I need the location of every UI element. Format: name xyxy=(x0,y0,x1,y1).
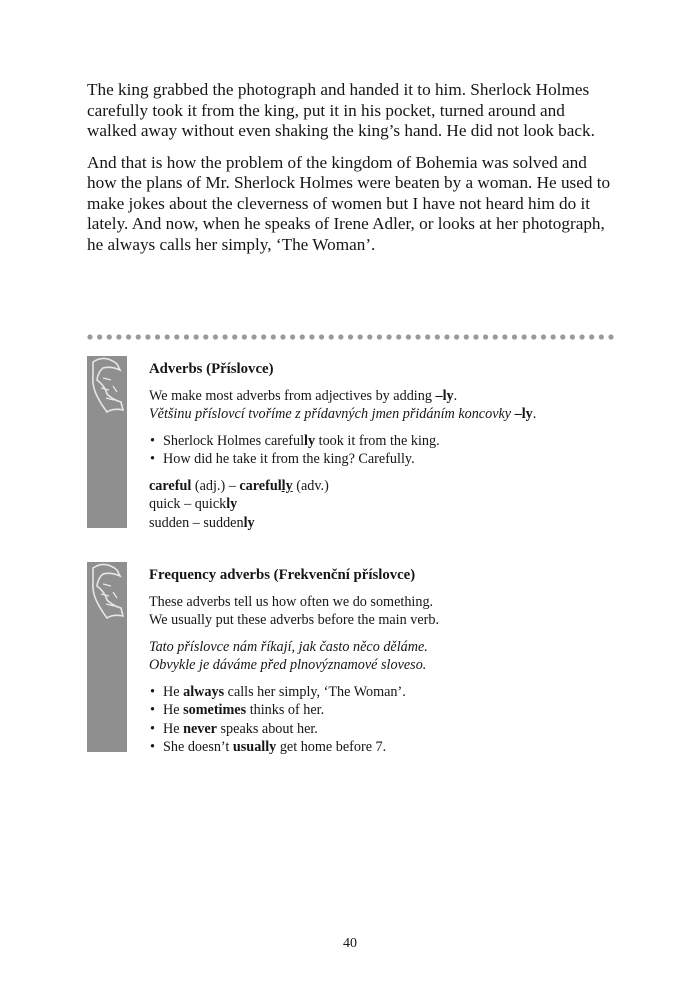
adverb-stem: careful xyxy=(239,477,282,494)
divider-dot xyxy=(396,334,401,339)
divider-dot xyxy=(608,334,613,339)
divider-dot xyxy=(415,334,420,339)
pair-suffix: ly xyxy=(226,496,238,512)
grammar-sidebar-bar xyxy=(87,562,127,752)
frequency-content xyxy=(149,562,609,757)
list-item xyxy=(149,432,609,451)
adverbs-rule-cz xyxy=(149,405,609,424)
example-text: She doesn’t xyxy=(163,739,233,755)
divider-dot xyxy=(174,334,179,339)
pair-base: quick – quick xyxy=(149,496,227,512)
divider-dot xyxy=(145,334,150,339)
frequency-cz-line-2: Obvykle je dáváme před plnovýznamové sloveso. xyxy=(149,657,427,673)
divider-dot xyxy=(589,334,594,339)
divider-dot xyxy=(232,334,237,339)
divider-dot xyxy=(386,334,391,339)
divider-dot xyxy=(222,334,227,339)
pair-suffix: ly xyxy=(243,514,255,531)
divider-dot xyxy=(599,334,604,339)
divider-dot xyxy=(251,334,256,339)
divider-dot xyxy=(271,334,276,339)
adjective: careful xyxy=(149,477,192,494)
divider-dot xyxy=(116,334,121,339)
divider-dot xyxy=(165,334,170,339)
frequency-examples xyxy=(149,683,609,757)
frequency-adverbs-box xyxy=(87,562,615,755)
example-text: calls her simply, ‘The Woman’. xyxy=(224,683,406,700)
list-item: • How did he take it from the king? Carefully. xyxy=(149,450,609,469)
list-item xyxy=(149,683,609,702)
example-text: He xyxy=(163,720,184,737)
example-text: Sherlock Holmes careful xyxy=(163,432,305,449)
divider-dot xyxy=(319,334,324,339)
divider-dot xyxy=(107,334,112,339)
page-number: 40 xyxy=(343,936,357,951)
example-bold: ly xyxy=(304,432,316,449)
list-item xyxy=(149,738,609,757)
story-text xyxy=(87,80,615,266)
divider-dot xyxy=(473,334,478,339)
divider-dot xyxy=(425,334,430,339)
divider-dot xyxy=(522,334,527,339)
divider-dot xyxy=(358,334,363,339)
divider-dot xyxy=(377,334,382,339)
list-item xyxy=(149,701,609,720)
sherlock-silhouette-icon xyxy=(87,562,127,632)
adverb-pair-quick xyxy=(149,495,609,514)
adv-tag: (adv.) xyxy=(292,477,329,494)
divider-dot xyxy=(203,334,208,339)
divider-dot xyxy=(512,334,517,339)
rule-text-cz: Většinu příslovcí tvoříme z přídavných jmen přidáním koncovky xyxy=(149,406,515,422)
divider-dot xyxy=(435,334,440,339)
divider-dot xyxy=(541,334,546,339)
divider-dot xyxy=(493,334,498,339)
divider-dot xyxy=(300,334,305,339)
frequency-cz-line-1: Tato příslovce nám říkají, jak často něco děláme. xyxy=(149,638,428,655)
divider-dot xyxy=(560,334,565,339)
example-text: speaks about her. xyxy=(216,720,318,737)
divider-dot xyxy=(329,334,334,339)
divider-dot xyxy=(213,334,218,339)
adj-tag: (adj.) – xyxy=(191,477,240,494)
adverbs-box xyxy=(87,356,615,531)
divider-dot xyxy=(136,334,141,339)
rule-suffix-cz: –ly xyxy=(514,406,533,422)
divider-dot xyxy=(454,334,459,339)
divider-dot xyxy=(579,334,584,339)
divider-dot xyxy=(194,334,199,339)
frequency-en-line-2: We usually put these adverbs before the main verb. xyxy=(149,612,439,628)
divider-dot xyxy=(464,334,469,339)
divider-dot xyxy=(309,334,314,339)
divider-dot xyxy=(551,334,556,339)
divider-dot xyxy=(502,334,507,339)
example-text: get home before 7. xyxy=(276,739,387,755)
divider-dot xyxy=(338,334,343,339)
divider-dot xyxy=(367,334,372,339)
story-paragraph-1: The king grabbed the photograph and handed it to him. Sherlock Holmes carefully took it from the king, put it in his pocket, turned around and walked away without even shaking the king’s hand. He did not look back. xyxy=(87,80,595,140)
sherlock-silhouette-icon xyxy=(87,356,127,426)
adverbs-examples xyxy=(149,432,609,469)
rule-end-cz: . xyxy=(532,406,537,422)
divider-dot xyxy=(444,334,449,339)
adverbs-rule-en xyxy=(149,387,609,406)
divider-dot xyxy=(348,334,353,339)
divider-dot xyxy=(570,334,575,339)
divider-dot xyxy=(184,334,189,339)
example-adverb: sometimes xyxy=(183,702,247,718)
rule-suffix: –ly xyxy=(435,387,454,404)
divider-dot xyxy=(261,334,266,339)
grammar-sidebar-bar xyxy=(87,356,127,528)
story-paragraph-2: And that is how the problem of the kingdom of Bohemia was solved and how the plans of Mr. Sherlock Holmes were beaten by a woman. He used to make jokes about the cleverness of women but I have not heard him do it lately. And now, when he speaks of Irene Adler, or looks at her photograph, he always calls her simply, ‘The Woman’. xyxy=(87,152,611,254)
example-text: He xyxy=(163,683,184,700)
divider-dot xyxy=(97,334,102,339)
divider-dot xyxy=(126,334,131,339)
divider-dot xyxy=(290,334,295,339)
example-adverb: never xyxy=(183,720,217,737)
adverb-pair-careful xyxy=(149,477,609,496)
frequency-en-line-1: These adverbs tell us how often we do something. xyxy=(149,593,434,610)
divider-dot xyxy=(406,334,411,339)
divider-dot xyxy=(242,334,247,339)
adverb-pair-sudden xyxy=(149,514,609,533)
divider-dot xyxy=(155,334,160,339)
divider-dot xyxy=(483,334,488,339)
pair-base: sudden – sudden xyxy=(149,514,244,531)
dotted-divider xyxy=(87,333,614,341)
example-adverb: usually xyxy=(232,739,277,755)
rule-end: . xyxy=(453,387,458,404)
divider-dot xyxy=(87,334,92,339)
example-text: took it from the king. xyxy=(315,432,440,449)
adverb-suffix: ly xyxy=(281,477,293,494)
list-item xyxy=(149,720,609,739)
example-adverb: always xyxy=(183,683,225,700)
frequency-title: Frequency adverbs (Frekvenční příslovce) xyxy=(149,567,416,583)
rule-text: We make most adverbs from adjectives by adding xyxy=(149,387,436,404)
example-text: thinks of her. xyxy=(246,702,325,718)
adverbs-title: Adverbs (Příslovce) xyxy=(149,361,274,377)
example-text: He xyxy=(163,702,184,718)
divider-dot xyxy=(280,334,285,339)
adverbs-content xyxy=(149,356,609,532)
divider-dot xyxy=(531,334,536,339)
